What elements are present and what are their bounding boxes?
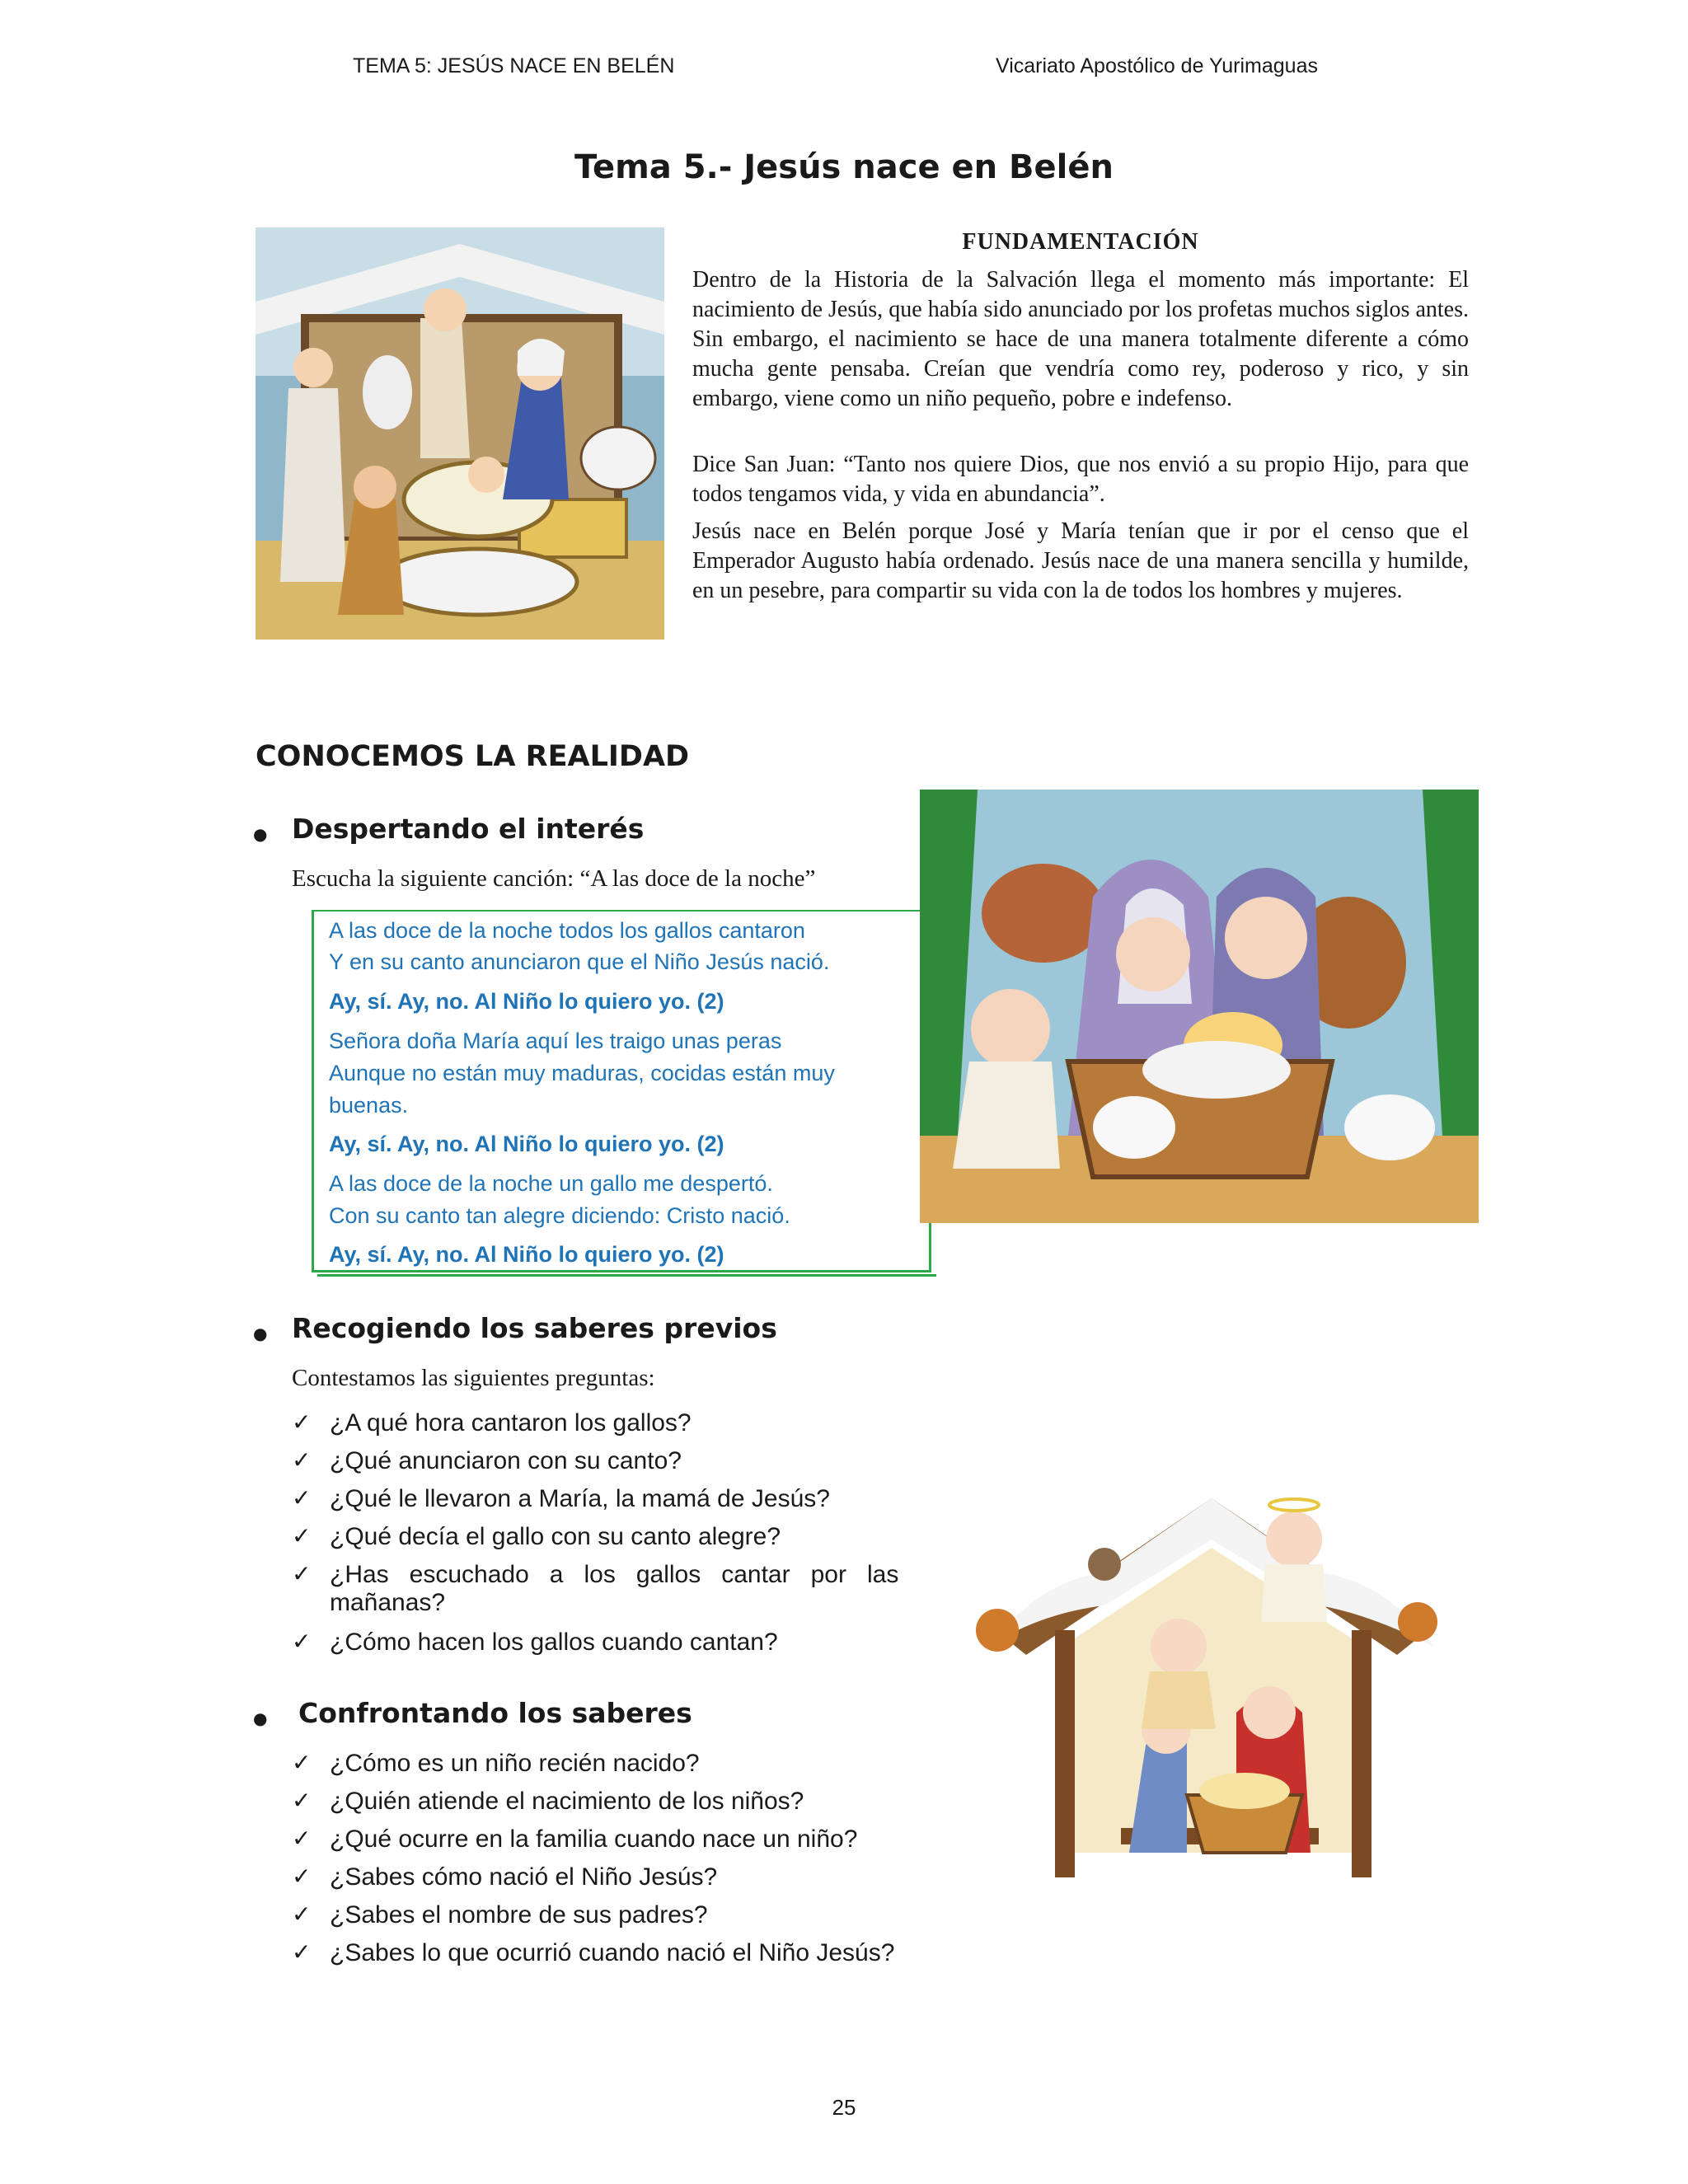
confrontando-heading: Confrontando los saberes <box>298 1697 692 1729</box>
nativity-illustration-2 <box>920 790 1479 1223</box>
fundamentacion-paragraph-2: Dice San Juan: “Tanto nos quiere Dios, que nos envió a su propio Hijo, para que todos tengamos vida, y vida en abundancia”. <box>692 452 1469 507</box>
despertando-heading: Despertando el interés <box>292 813 645 845</box>
check-icon: ✓ <box>292 1484 312 1511</box>
check-icon: ✓ <box>292 1628 312 1655</box>
nativity-illustration-1 <box>256 227 664 640</box>
question-item: ¿Cómo hacen los gallos cuando cantan? <box>330 1629 778 1656</box>
question-item: ¿Qué decía el gallo con su canto alegre? <box>330 1523 781 1550</box>
question-item: ¿Sabes lo que ocurrió cuando nació el Niño Jesús? <box>330 1939 895 1966</box>
check-icon: ✓ <box>292 1900 312 1928</box>
check-icon: ✓ <box>292 1522 312 1549</box>
song-line: A las doce de la noche un gallo me despertó. <box>329 1171 773 1196</box>
question-item: ¿Sabes cómo nació el Niño Jesús? <box>330 1863 718 1891</box>
question-item: ¿Qué anunciaron con su canto? <box>330 1447 682 1474</box>
despertando-intro: Escucha la siguiente canción: “A las doce de la noche” <box>292 865 816 892</box>
section-title: CONOCEMOS LA REALIDAD <box>256 740 690 773</box>
check-icon: ✓ <box>292 1787 312 1814</box>
recogiendo-intro: Contestamos las siguientes preguntas: <box>292 1365 655 1391</box>
question-item: ¿Has escuchado a los gallos cantar por las <box>330 1561 899 1588</box>
question-item-continued: mañanas? <box>330 1589 446 1616</box>
song-chorus: Ay, sí. Ay, no. Al Niño lo quiero yo. (2) <box>329 1242 724 1267</box>
check-icon: ✓ <box>292 1560 312 1587</box>
fundamentacion-paragraph-1: Dentro de la Historia de la Salvación llega el momento más importante: El nacimiento de Jesús, que había sido anunciado por los profetas muchos siglos antes. Sin embargo, el nacimiento se hace de una manera totalmente diferente a cómo mucha gente pensaba. Creían que vendría como rey, poderoso y rico, y sin embargo, viene como un niño pequeño, pobre e indefenso. <box>692 267 1469 411</box>
song-line: buenas. <box>329 1093 409 1118</box>
check-icon: ✓ <box>292 1863 312 1890</box>
question-item: ¿Quién atiende el nacimiento de los niños? <box>330 1788 804 1815</box>
nativity-illustration-3 <box>940 1465 1467 1886</box>
song-line: Señora doña María aquí les traigo unas peras <box>329 1029 782 1053</box>
header-left: TEMA 5: JESÚS NACE EN BELÉN <box>353 54 675 77</box>
check-icon: ✓ <box>292 1749 312 1776</box>
check-icon: ✓ <box>292 1446 312 1474</box>
song-chorus: Ay, sí. Ay, no. Al Niño lo quiero yo. (2) <box>329 1132 724 1156</box>
question-item: ¿Qué le llevaron a María, la mamá de Jesús? <box>330 1485 830 1512</box>
fundamentacion-heading: FUNDAMENTACIÓN <box>962 229 1199 255</box>
song-line: Y en su canto anunciaron que el Niño Jesús nació. <box>329 949 830 974</box>
recogiendo-heading: Recogiendo los saberes previos <box>292 1312 777 1344</box>
question-item: ¿Sabes el nombre de sus padres? <box>330 1901 708 1929</box>
check-icon: ✓ <box>292 1825 312 1852</box>
song-line: Con su canto tan alegre diciendo: Cristo nació. <box>329 1203 790 1228</box>
check-icon: ✓ <box>292 1938 312 1966</box>
song-chorus: Ay, sí. Ay, no. Al Niño lo quiero yo. (2) <box>329 989 724 1014</box>
header-right: Vicariato Apostólico de Yurimaguas <box>996 54 1318 77</box>
page-title: Tema 5.- Jesús nace en Belén <box>574 148 1114 186</box>
song-line: Aunque no están muy maduras, cocidas están muy <box>329 1061 835 1085</box>
page-number: 25 <box>832 2095 856 2120</box>
song-line: A las doce de la noche todos los gallos cantaron <box>329 918 805 943</box>
question-item: ¿Cómo es un niño recién nacido? <box>330 1750 700 1777</box>
question-item: ¿Qué ocurre en la familia cuando nace un niño? <box>330 1825 858 1853</box>
fundamentacion-paragraph-3: Jesús nace en Belén porque José y María tenían que ir por el censo que el Emperador Augusto había ordenado. Jesús nace de una manera sencilla y humilde, en un pesebre, para compartir su vida con la de todos los hombres y mujeres. <box>692 518 1469 603</box>
check-icon: ✓ <box>292 1408 312 1436</box>
bullet-icon: ● <box>253 1708 268 1728</box>
bullet-icon: ● <box>253 1324 268 1343</box>
question-item: ¿A qué hora cantaron los gallos? <box>330 1409 692 1436</box>
bullet-icon: ● <box>253 824 268 844</box>
